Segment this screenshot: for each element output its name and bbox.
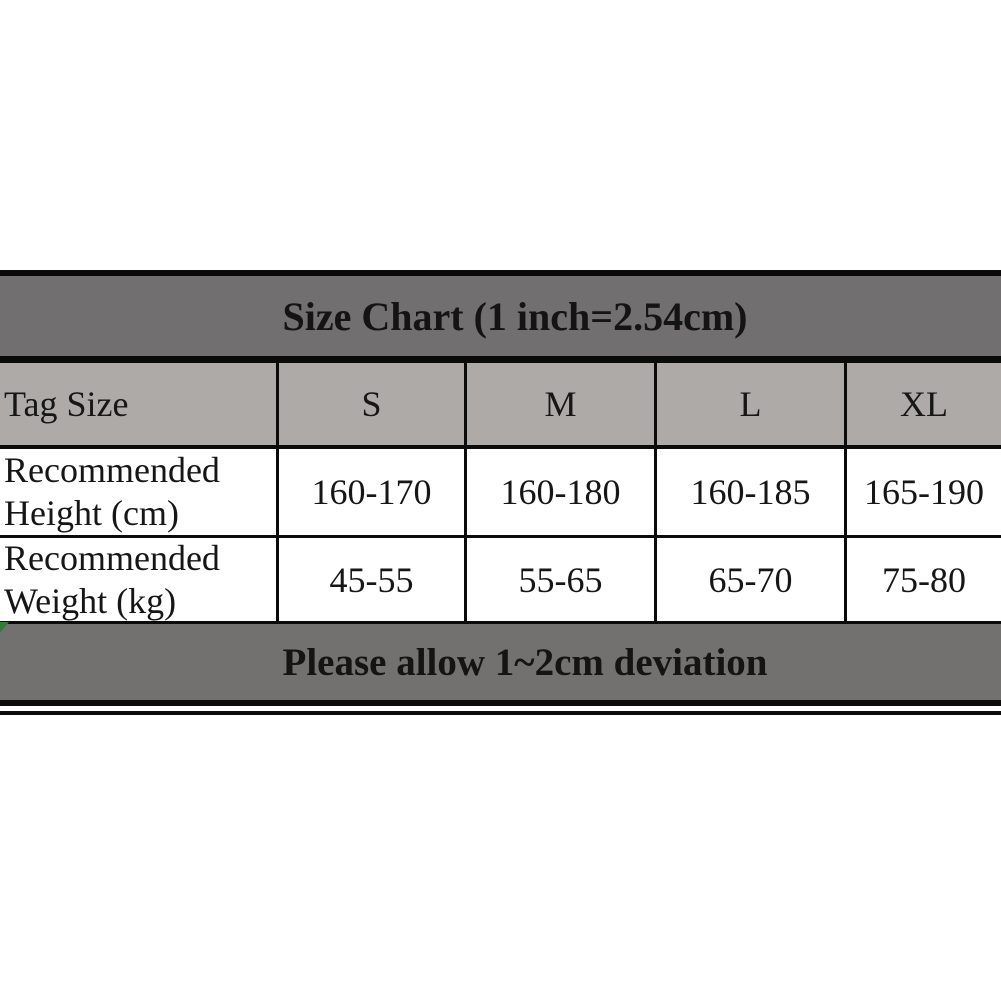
green-corner-mark xyxy=(0,622,9,633)
table-title-bar xyxy=(0,276,1001,356)
header-cell-size-xl: XL xyxy=(844,363,1001,445)
table-row-weight xyxy=(0,538,1001,621)
header-cell-size-s: S xyxy=(276,363,464,445)
title-separator-line xyxy=(0,356,1001,363)
size-chart-table xyxy=(0,270,1001,715)
footer-note: Please allow 1~2cm deviation xyxy=(282,640,768,684)
footer-bar xyxy=(0,624,1001,700)
table-title: Size Chart (1 inch=2.54cm) xyxy=(282,293,748,339)
height-value-s: 160-170 xyxy=(276,449,464,535)
weight-value-xl: 75-80 xyxy=(844,538,1001,621)
table-row-height xyxy=(0,449,1001,535)
header-row xyxy=(0,363,1001,445)
height-value-l: 160-185 xyxy=(654,449,844,535)
header-cell-tag-size: Tag Size xyxy=(4,384,129,424)
row-label-recommended-height: Recommended Height (cm) xyxy=(4,450,220,533)
weight-value-m: 55-65 xyxy=(464,538,654,621)
header-cell-size-l: L xyxy=(654,363,844,445)
weight-value-l: 65-70 xyxy=(654,538,844,621)
row-label-recommended-weight: Recommended Weight (kg) xyxy=(4,537,220,621)
header-cell-size-m: M xyxy=(464,363,654,445)
bottom-double-rule xyxy=(0,711,1001,715)
height-value-m: 160-180 xyxy=(464,449,654,535)
height-value-xl: 165-190 xyxy=(844,449,1001,535)
weight-value-s: 45-55 xyxy=(276,538,464,621)
